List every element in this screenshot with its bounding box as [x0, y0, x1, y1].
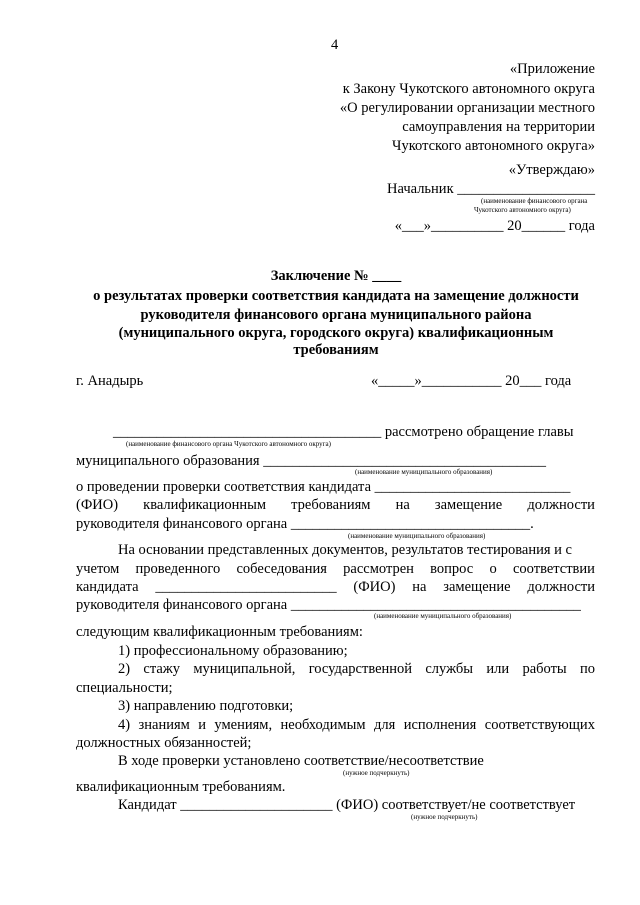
word: работы	[522, 661, 567, 677]
word: необходимым	[280, 717, 366, 733]
word: стажу	[143, 661, 181, 677]
title-line: руководителя финансового органа муниципального района	[140, 307, 532, 323]
p1-hint: (наименование муниципального образования)	[348, 532, 486, 540]
head-line: Начальник ___________________	[387, 181, 595, 197]
requirement-cont: специальности;	[76, 680, 173, 696]
word: 2)	[118, 661, 131, 677]
head-hint: (наименование финансового органа	[481, 197, 588, 205]
requirement-item	[118, 717, 595, 734]
word: замещение	[434, 497, 503, 513]
city: г. Анадырь	[76, 373, 144, 389]
word: должности	[527, 497, 595, 513]
approval-date: «___»__________ 20______ года	[394, 218, 595, 234]
word: собеседования	[236, 561, 327, 577]
word: рассмотрен	[343, 561, 414, 577]
word: службы	[425, 661, 474, 677]
p2-line: следующим квалификационным требованиям:	[76, 624, 363, 640]
p2-line: На основании представленных документов, результатов тестирования и с	[118, 542, 572, 558]
title-line: Заключение № ____	[270, 268, 402, 284]
word: вопрос	[430, 561, 474, 577]
appendix-line: «Приложение	[509, 61, 595, 77]
word: проведенного	[135, 561, 221, 577]
p2-line: руководителя финансового органа ________________________________________	[76, 597, 581, 613]
p1-line: _____________________________________ рассмотрено обращение главы	[113, 424, 574, 440]
word: (ФИО)	[76, 497, 119, 513]
word: требованиям	[291, 497, 371, 513]
requirement-item: 1) профессиональному образованию;	[118, 643, 348, 659]
word: (ФИО)	[353, 579, 396, 595]
word: замещение	[443, 579, 511, 595]
word: государственной	[308, 661, 413, 677]
word: соответствующих	[484, 717, 595, 733]
p3-line: квалификационным требованиям.	[76, 779, 286, 795]
appendix-line: к Закону Чукотского автономного округа	[342, 81, 595, 97]
approve-label: «Утверждаю»	[508, 162, 595, 178]
p1-line: руководителя финансового органа _________________________________.	[76, 516, 534, 532]
word: 4)	[118, 717, 131, 733]
word: должности	[527, 579, 595, 595]
word: знаниям	[138, 717, 190, 733]
appendix-line: самоуправления на территории	[402, 119, 595, 135]
p1-justified-line	[76, 497, 595, 514]
word: учетом	[76, 561, 120, 577]
p4-line: Кандидат _____________________ (ФИО) соответствует/не соответствует	[118, 797, 576, 813]
word: муниципальной,	[193, 661, 296, 677]
word: соответствии	[512, 561, 595, 577]
word: на	[412, 579, 427, 595]
word: или	[486, 661, 510, 677]
p3-line: В ходе проверки установлено соответствие/несоответствие	[118, 753, 484, 769]
conclusion-date: «_____»___________ 20___ года	[371, 373, 572, 389]
word: _________________________	[155, 579, 337, 595]
title-line: (муниципального округа, городского округа) квалификационным	[118, 325, 554, 341]
p4-hint: (нужное подчеркнуть)	[411, 813, 478, 821]
p2-justified-line	[76, 561, 595, 578]
requirement-item	[118, 661, 595, 678]
page-number: 4	[331, 37, 339, 53]
word: кандидата	[76, 579, 139, 595]
word: на	[395, 497, 410, 513]
p1-hint: (наименование муниципального образования)	[355, 468, 493, 476]
p1-line: о проведении проверки соответствия кандидата ___________________________	[76, 479, 571, 495]
title-line: о результатах проверки соответствия кандидата на замещение должности	[93, 288, 579, 304]
requirement-item: 3) направлению подготовки;	[118, 698, 294, 714]
head-hint: Чукотского автономного округа)	[474, 206, 571, 214]
appendix-line: «О регулировании организации местного	[339, 100, 595, 116]
p1-hint: (наименование финансового органа Чукотского автономного округа)	[126, 440, 331, 448]
word: по	[579, 661, 595, 677]
word: для	[373, 717, 396, 733]
title-line: требованиям	[293, 342, 379, 358]
p1-line: муниципального образования _______________________________________	[76, 453, 546, 469]
p2-justified-line	[76, 579, 595, 596]
word: квалификационным	[143, 497, 267, 513]
appendix-line: Чукотского автономного округа»	[392, 138, 595, 154]
p2-hint: (наименование муниципального образования)	[374, 612, 512, 620]
requirement-cont: должностных обязанностей;	[76, 735, 252, 751]
word: и	[198, 717, 206, 733]
word: умениям,	[214, 717, 273, 733]
word: о	[489, 561, 497, 577]
p3-hint: (нужное подчеркнуть)	[343, 769, 410, 777]
word: исполнения	[403, 717, 477, 733]
